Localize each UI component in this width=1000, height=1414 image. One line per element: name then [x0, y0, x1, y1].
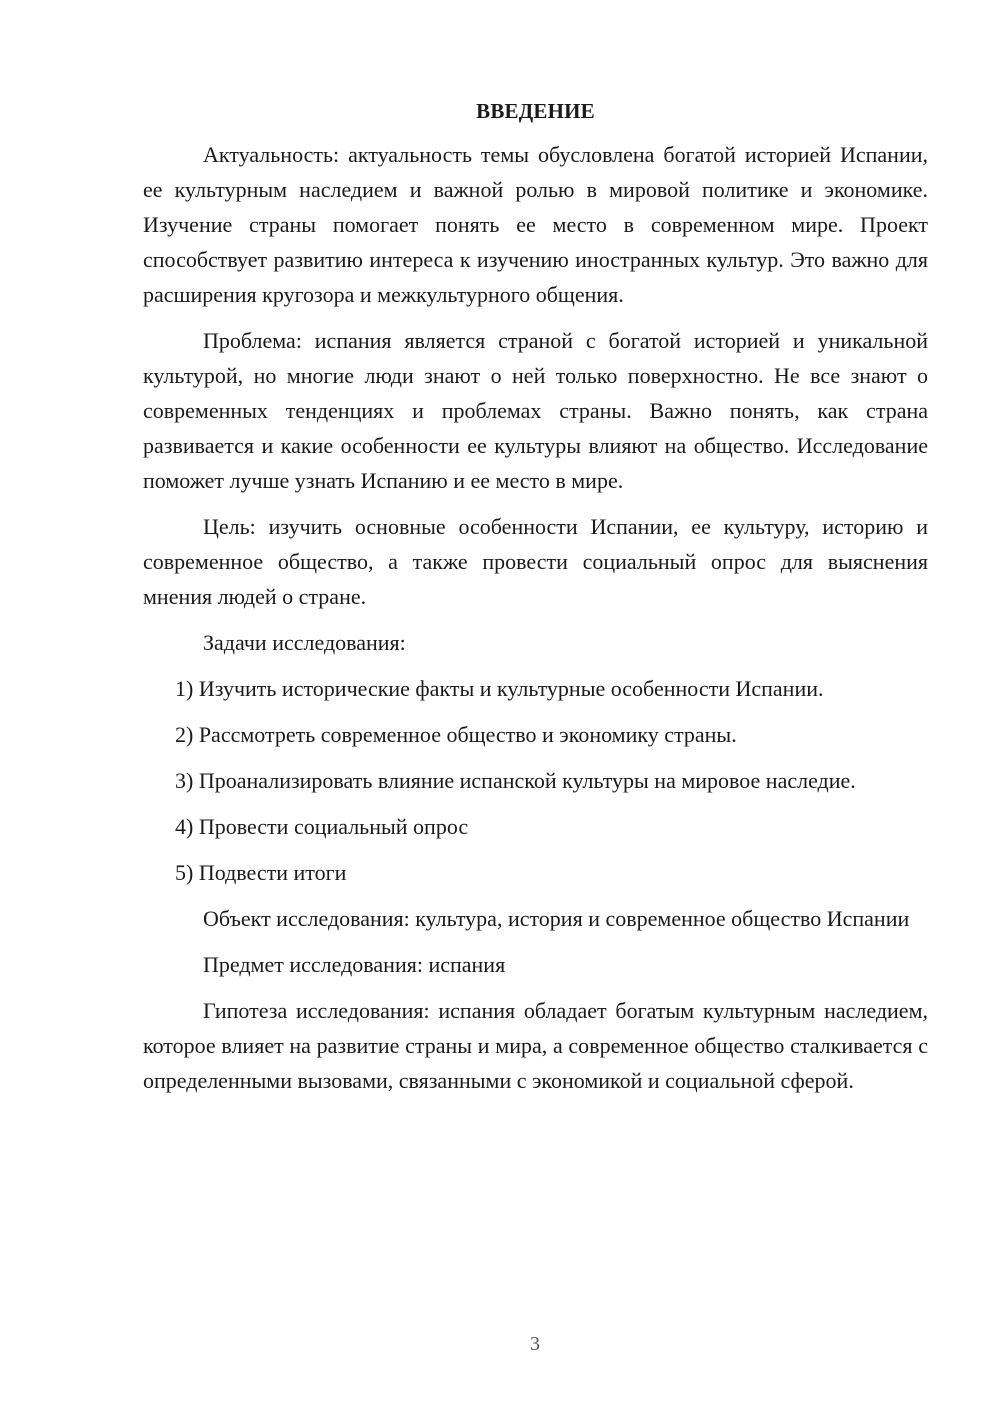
paragraph-goal: Цель: изучить основные особенности Испании, ее культуру, историю и современное общество, а также провести социальный опрос для выяснения мнения людей о стране.: [143, 514, 928, 609]
paragraph-hypothesis: Гипотеза исследования: испания обладает богатым культурным наследием, которое влияет на развитие страны и мира, а современное общество сталкивается с определенными вызовами, связанными с экономикой и социальной сферой.: [143, 998, 928, 1093]
list-item: 1) Изучить исторические факты и культурные особенности Испании.: [175, 676, 824, 701]
paragraph-subject: Предмет исследования: испания: [203, 952, 506, 977]
list-item: 5) Подвести итоги: [175, 860, 347, 885]
page-title: ВВЕДЕНИЕ: [476, 99, 595, 123]
list-item: 4) Провести социальный опрос: [175, 814, 469, 839]
tasks-list: [143, 671, 928, 890]
paragraph-object: Объект исследования: культура, история и современное общество Испании: [203, 906, 910, 931]
list-item: 2) Рассмотреть современное общество и экономику страны.: [175, 722, 737, 747]
tasks-heading: Задачи исследования:: [203, 630, 406, 655]
page-number: 3: [530, 1333, 540, 1355]
paragraph-relevance: Актуальность: актуальность темы обусловлена богатой историей Испании, ее культурным наследием и важной ролью в мировой политике и экономике. Изучение страны помогает понять ее место в современном мире. Проект способствует развитию интереса к изучению иностранных культур. Это важно для расширения кругозора и межкультурного общения.: [143, 142, 928, 307]
document-page: [143, 97, 928, 1109]
list-item: 3) Проанализировать влияние испанской культуры на мировое наследие.: [175, 768, 856, 793]
paragraph-problem: Проблема: испания является страной с богатой историей и уникальной культурой, но многие люди знают о ней только поверхностно. Не все знают о современных тенденциях и проблемах страны. Важно понять, как страна развивается и какие особенности ее культуры влияют на общество. Исследование поможет лучше узнать Испанию и ее место в мире.: [143, 328, 928, 493]
